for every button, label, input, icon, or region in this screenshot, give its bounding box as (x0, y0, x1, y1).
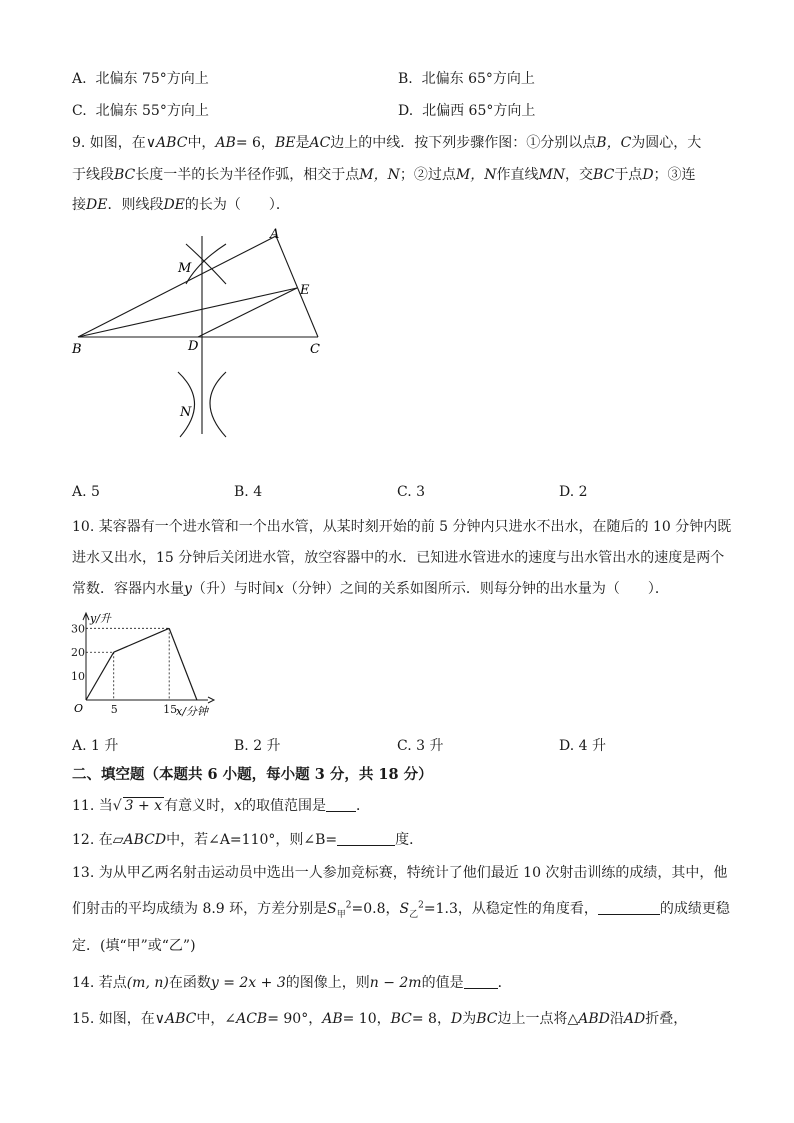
q10-option-c: C. 3 升 (397, 738, 444, 754)
q8-option-d: D. 北偏西 65°方向上 (398, 103, 536, 119)
label-e: E (300, 283, 310, 298)
q12-answer-blank[interactable] (337, 831, 395, 846)
y-tick-30: 30 (71, 622, 85, 636)
q10-option-a: A. 1 升 (72, 738, 119, 754)
x-tick-5: 5 (110, 703, 118, 716)
q8-option-b: B. 北偏东 65°方向上 (398, 71, 535, 87)
y-axis-label: y/升 (90, 612, 111, 625)
q11-answer-blank[interactable] (326, 797, 356, 812)
series-segment-2 (114, 628, 169, 652)
q9-option-b: B. 4 (234, 484, 263, 500)
section-2-title: 二、填空题（本题共 6 小题，每小题 3 分，共 18 分） (72, 766, 433, 783)
label-a: A (270, 227, 280, 242)
series-segment-3 (169, 628, 197, 700)
q9-option-d: D. 2 (559, 484, 588, 500)
x-tick-15: 15 (163, 703, 178, 716)
series-segment-1 (86, 652, 114, 700)
q14: 14. 若点(m, n)在函数y = 2x + 3的图像上，则n − 2m的值是 ． (72, 975, 512, 991)
q10-line-2: 进水又出水，15 分钟后关闭进水管，放空容器中的水．已知进水管进水的速度与出水管出水的速度是两个 (72, 550, 725, 566)
q9-option-a: A. 5 (72, 484, 100, 500)
q10-option-d: D. 4 升 (559, 738, 606, 754)
y-tick-20: 20 (71, 646, 85, 660)
x-axis-label: x/分钟 (176, 705, 208, 718)
label-n: N (180, 405, 192, 420)
y-tick-10: 10 (71, 670, 85, 684)
segment-be (78, 288, 297, 337)
segment-de (198, 288, 297, 337)
q8-option-a: A. 北偏东 75°方向上 (72, 71, 209, 87)
x-axis-arrow (208, 697, 214, 703)
q9-line-2: 于线段BC长度一半的长为半径作弧，相交于点M，N；②过点M，N作直线MN，交BC于点D；③连 (72, 167, 696, 183)
q15: 15. 如图，在∨ABC中，∠ACB= 90°，AB= 10，BC= 8，D为BC边上一点将△ABD沿AD折叠， (72, 1011, 688, 1027)
segment-ba (78, 236, 276, 337)
label-b: B (72, 342, 82, 357)
origin-label: O (74, 702, 84, 715)
q13-line-3: 定．(填“甲”或“乙”) (72, 938, 196, 954)
label-m: M (178, 261, 192, 276)
q13-answer-blank[interactable] (598, 900, 660, 915)
q8-option-c: C. 北偏东 55°方向上 (72, 103, 209, 119)
label-d: D (188, 339, 199, 354)
q11: 11. 当√ 3 + x 有意义时，x的取值范围是 ． (72, 798, 370, 814)
q9-line-3: 接DE．则线段DE的长为（ ）． (72, 197, 290, 213)
q9-option-c: C. 3 (397, 484, 426, 500)
segment-ac (276, 236, 318, 337)
q10-water-chart (66, 608, 226, 723)
arc-n-2 (210, 372, 226, 437)
q10-option-b: B. 2 升 (234, 738, 281, 754)
q12: 12. 在▱ABCD中，若∠A=110°，则∠B= 度． (72, 832, 424, 848)
q9-line-1: 9. 如图，在∨ABC中，AB= 6，BE是AC边上的中线．按下列步骤作图：①分别以点B，C为圆心，大 (72, 135, 702, 151)
q9-geometry-figure (60, 222, 340, 447)
q10-line-1: 10. 某容器有一个进水管和一个出水管，从某时刻开始的前 5 分钟内只进水不出水，在随后的 10 分钟内既 (72, 519, 732, 535)
q13-line-1: 13. 为从甲乙两名射击运动员中选出一人参加竞标赛，特统计了他们最近 10 次射击训练的成绩，其中，他 (72, 865, 728, 881)
q14-answer-blank[interactable] (464, 974, 498, 989)
label-c: C (310, 342, 320, 357)
q10-line-3: 常数．容器内水量y（升）与时间x（分钟）之间的关系如图所示．则每分钟的出水量为（ ）． (72, 581, 669, 597)
q13-line-2: 们射击的平均成绩为 8.9 环，方差分别是$S_甲^2=0.8$，$S_乙^2=1.3$，从稳定性的角度看， 的成绩更稳 (72, 900, 730, 920)
